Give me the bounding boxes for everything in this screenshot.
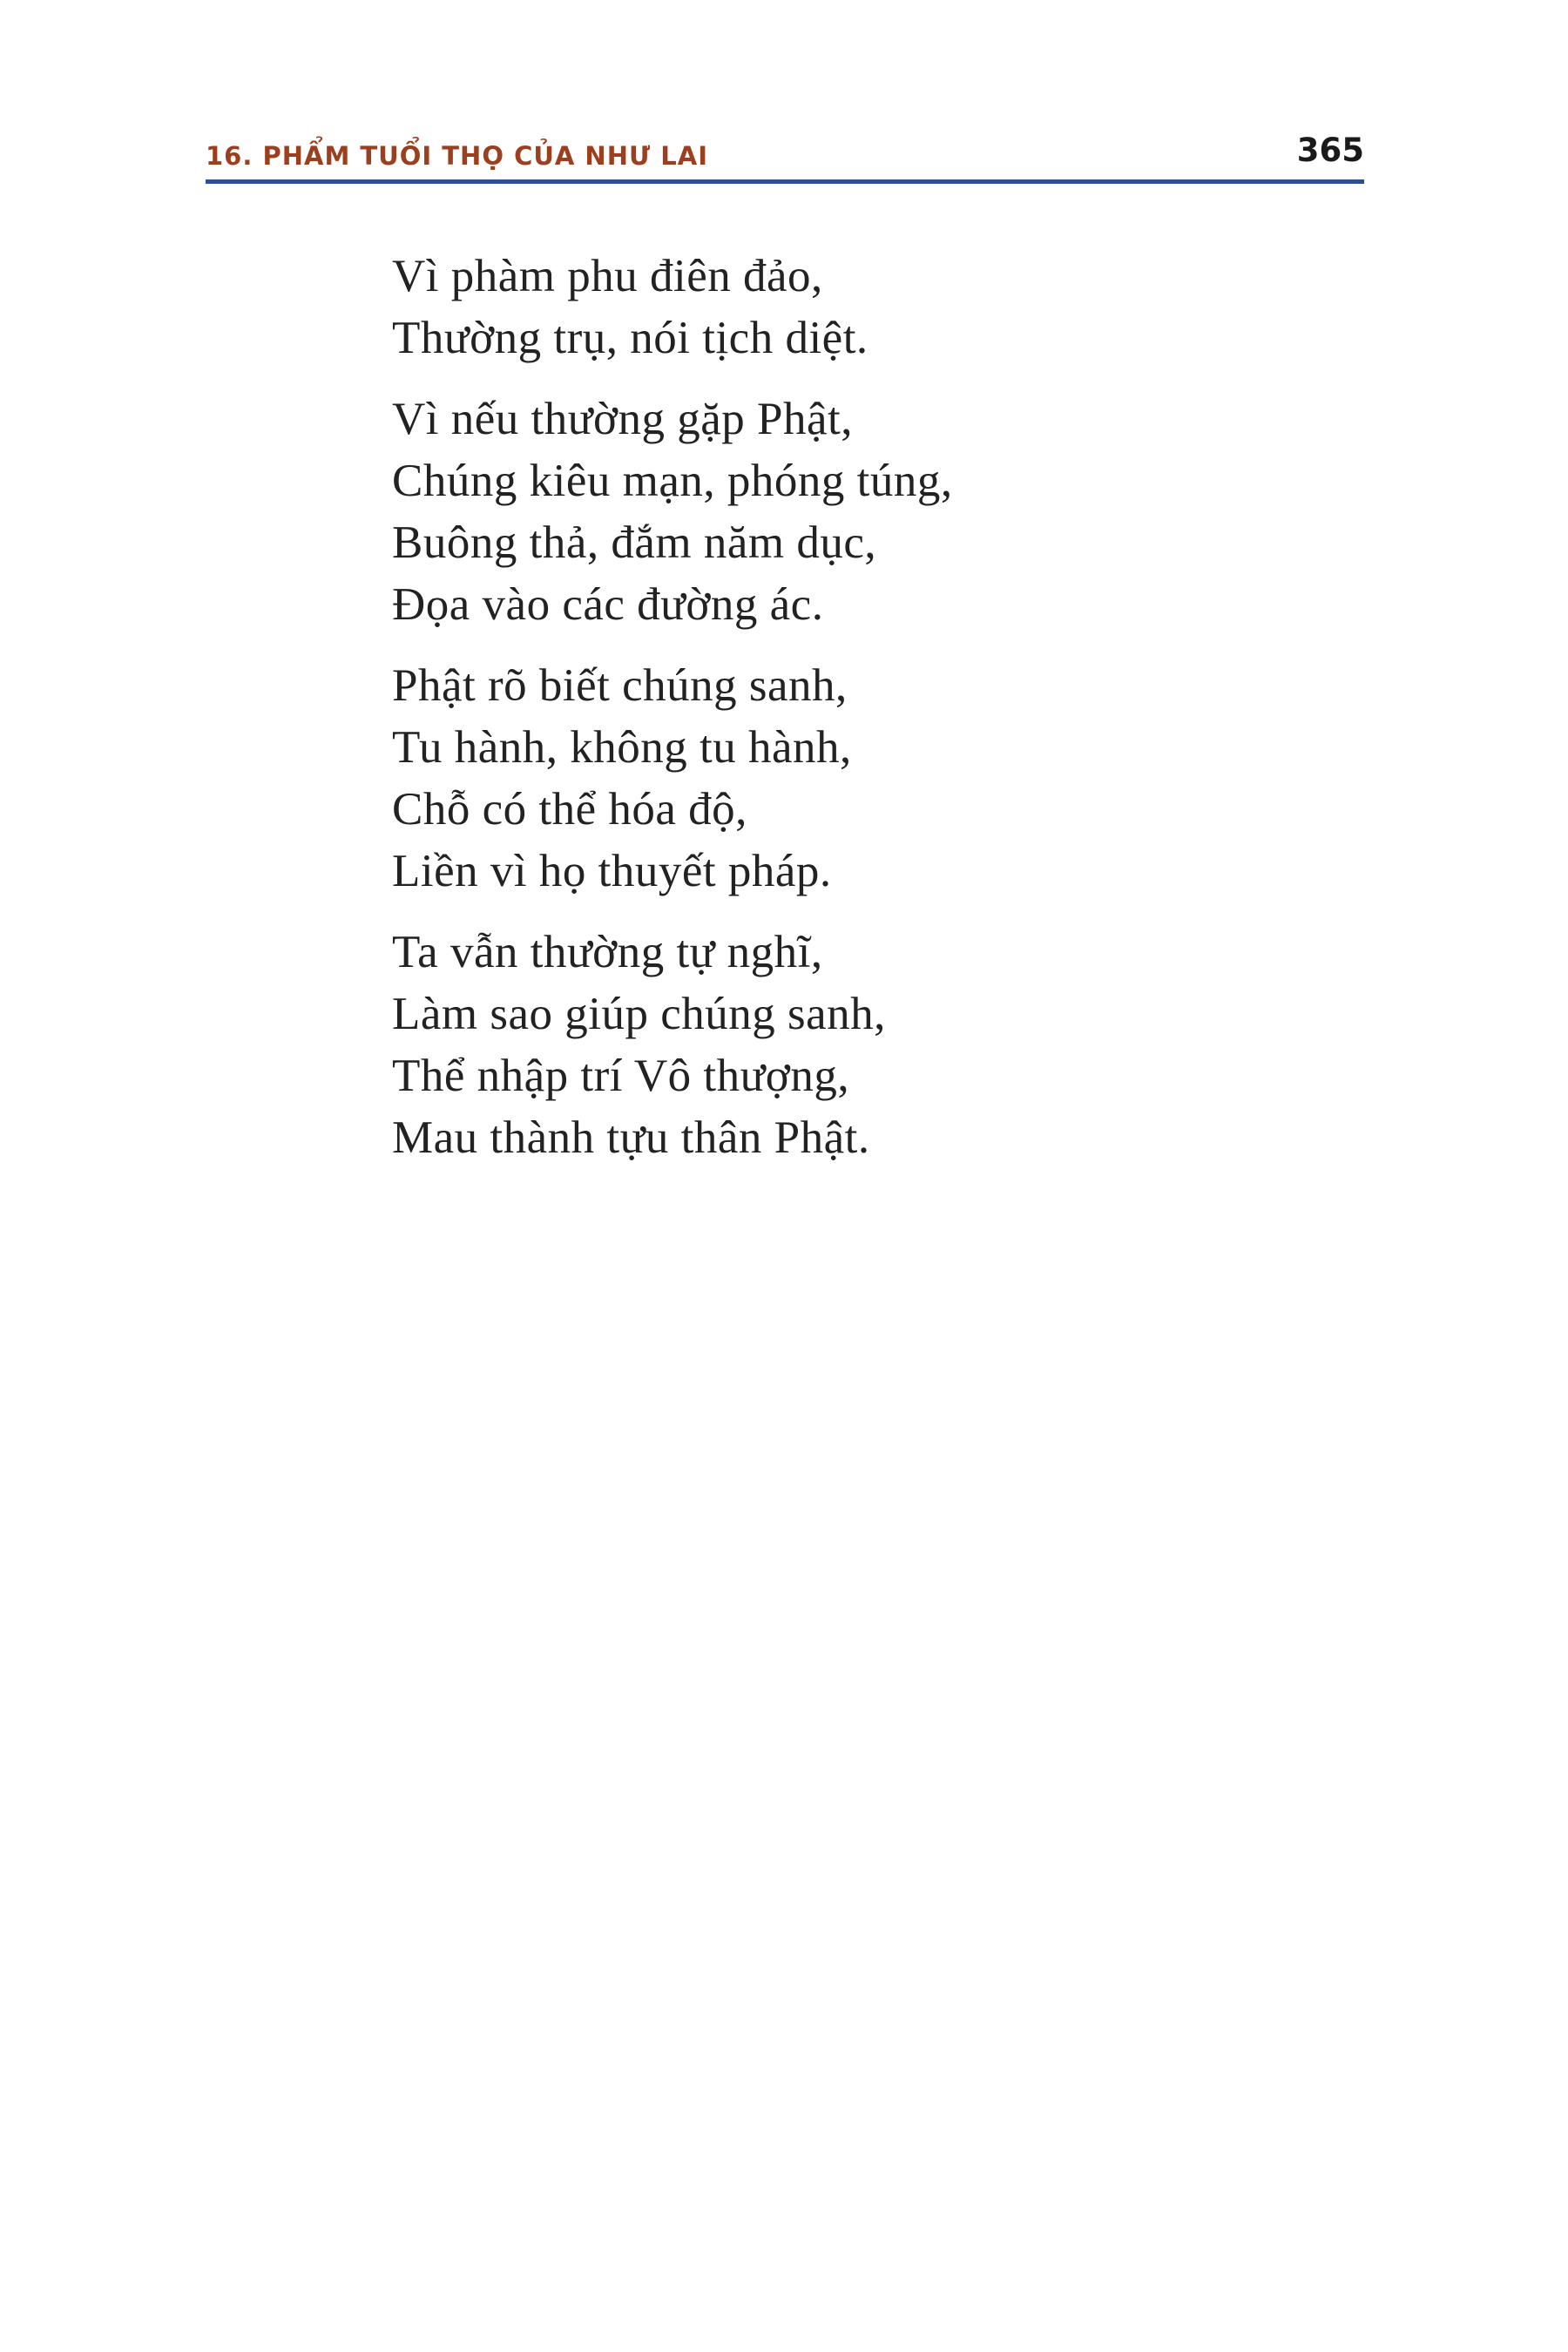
verse-line: Chúng kiêu mạn, phóng túng,: [392, 456, 953, 506]
verse-line: Chỗ có thể hóa độ,: [392, 784, 747, 835]
running-header: [206, 122, 1364, 184]
verse-line: Mau thành tựu thân Phật.: [392, 1112, 870, 1163]
stanza-4: [392, 922, 1350, 1169]
verse-line: Làm sao giúp chúng sanh,: [392, 989, 886, 1039]
verse-body: [392, 246, 1350, 1188]
verse-line: Đọa vào các đường ác.: [392, 579, 824, 630]
stanza-3: [392, 655, 1350, 902]
verse-line: Tu hành, không tu hành,: [392, 722, 852, 773]
verse-line: Thường trụ, nói tịch diệt.: [392, 313, 868, 363]
verse-line: Liền vì họ thuyết pháp.: [392, 846, 832, 896]
verse-line: Phật rõ biết chúng sanh,: [392, 660, 848, 711]
page-number: 365: [1296, 132, 1364, 169]
stanza-1: [392, 246, 1350, 369]
verse-line: Buông thả, đắm năm dục,: [392, 517, 877, 568]
verse-line: Vì phàm phu điên đảo,: [392, 251, 823, 301]
chapter-title: 16. PHẨM TUỔI THỌ CỦA NHƯ LAI: [206, 141, 709, 171]
verse-line: Thể nhập trí Vô thượng,: [392, 1051, 850, 1101]
stanza-2: [392, 389, 1350, 636]
verse-line: Vì nếu thường gặp Phật,: [392, 394, 854, 444]
verse-line: Ta vẫn thường tự nghĩ,: [392, 927, 823, 977]
